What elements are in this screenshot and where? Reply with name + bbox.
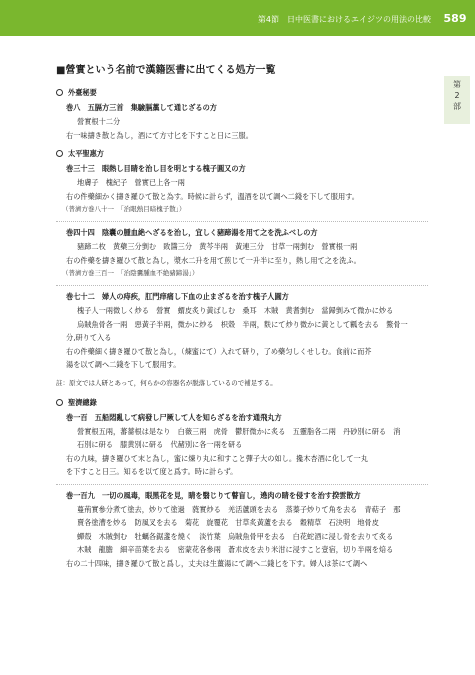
- text-line: 分,研りて入る: [66, 333, 112, 342]
- text-line: 右の件藥を擣き羅ひて散と為し，漿水二升を用て煎じて一升半に至り，熱し用て之を洗ふ。: [66, 255, 361, 265]
- text-line: 烏賊魚骨各一兩 惡黃子半兩，微かに炒る 枳殼 半兩，麩にて炒り微かに黃として瓤を去る 鱉骨一: [77, 319, 408, 329]
- part-tab-line: 第: [453, 80, 461, 89]
- document-body: [56, 62, 428, 570]
- text-line: 木賊 龍膽 細辛苗葉を去る 密蒙花各參兩 蒼朮皮を去り米泔に浸すこと壹宿，切り半兩を焙る: [77, 545, 394, 554]
- text-line: 營實根五兩，蕃薔根は是なり 白薇三兩 虎骨 鬱肝微かに炙る 五靈脂各二兩 丹砂別に研る 消: [77, 426, 401, 436]
- source-title: [56, 85, 428, 100]
- source-title: [56, 146, 428, 161]
- page-number: 589: [443, 11, 467, 25]
- prescription-heading: 巻八 五膈方三首 集驗膈藁して通じざるの方: [66, 103, 217, 112]
- text-line: 右の件藥細かく擣き羅ひて散と為す。時候に計らず，溫酒を以て調へ二錢を下して服用す。: [66, 191, 359, 201]
- text-line: 蔓荊實參分煮て塗去，炒りて塗過 蕤實炒る 羌活蘆頭を去る 蒸蓁子炒りて角を去る 青萜子 那: [77, 504, 401, 514]
- footnote: 註：原文では人研とあって，何らかの容器名が脱落しているので補足する。: [56, 378, 277, 387]
- circle-bullet-icon: [56, 399, 63, 406]
- circle-bullet-icon: [56, 150, 63, 157]
- part-tab: [444, 76, 470, 124]
- text-line: 石別に研る 膝黄別に研る 代赭別に各一兩を研る: [77, 440, 243, 449]
- text-line: 地膚子 槐紀子 營實已上各一兩: [77, 178, 185, 187]
- part-tab-line: 2: [454, 91, 460, 100]
- prescription-heading: 巻一百九 一切の風毒，眼黑花を見，睛を翳じりて瞽盲し，遶肉の睛を侵すを治す揆雲散方: [66, 490, 361, 500]
- prescription-heading: 巻七十二 婦人の痔疾，肛門痒痛し下血の止まざるを治す槐子人圓方: [66, 292, 289, 301]
- prescription-heading: 巻一百 五船悶亂して病發し尸厥して人を知らざるを治す通飛丸方: [66, 412, 282, 422]
- text-line: 右の二十四味，擣き羅ひて散と爲し，丈夫は生薑湯にて調へ二錢匕を下す。婦人は茶にて調へ: [66, 558, 368, 568]
- source-title-text: 太平聖惠方: [68, 149, 104, 158]
- prescription-heading: 巻四十四 陰囊の腫血絶へざるを治し，宜しく豬蹄湯を用て之を洗ふべしの方: [66, 228, 318, 237]
- dotted-divider: [56, 285, 428, 286]
- text-line: 營實根十二分: [77, 117, 121, 126]
- text-line: 右の件藥細く擣き羅ひて散と為し，（煉蜜にて）入れて研り，了め藥匀しくせしむ。食前に而芥: [66, 346, 372, 356]
- reference-note: （普濟方巻三百一 「治陰囊腫血不絶豬蹄湯」）: [62, 269, 199, 277]
- source-title-text: 外臺秘要: [68, 88, 97, 97]
- source-title-text: 聖濟總錄: [68, 397, 97, 407]
- text-line: 槐子人一兩微しく炒る 營實 蝟皮炙り黃ばしむ 桑耳 木賊 黄耆剉む 當歸剉みて微かに炒る: [77, 306, 394, 315]
- dotted-divider: [56, 484, 428, 485]
- source-title: [56, 395, 428, 410]
- section-heading: 第4節 日中医書におけるエイジツの用法の比較: [257, 15, 431, 24]
- text-line: 豬蹄二枚 黄蘗三分剉む 敗醬三分 黄芩半兩 黃連三分 甘草一兩剉む 營實根一兩: [77, 242, 358, 251]
- text-line: を下すこと日三。知るを以て度と爲す。時に計らず。: [66, 467, 238, 476]
- text-line: 湯を以て調へ二錢を下して服用す。: [66, 360, 181, 369]
- part-tab-line: 部: [453, 102, 461, 111]
- text-line: 右の九味，擣き羅ひて末と為し，蜜に煉り丸に和すこと彈子大の如し。攙木杏酒に化して一丸: [66, 453, 368, 463]
- text-line: 蟬殻 木賊剉む 牡蠣各鋸盞を燒く 淡竹葉 烏賊魚骨甲を去る 白花蛇酒に浸し骨を去りて炙る: [77, 531, 394, 541]
- prescription-heading: 巻三十三 眼熱し目睛を治し目を明とする槐子圓又の方: [66, 164, 246, 173]
- reference-note: （普濟方巻八十一 「治眼熱目暗槐子散」）: [62, 205, 186, 213]
- dotted-divider: [56, 221, 428, 222]
- text-line: 賣各塗漕を炒る 防風叉を去る 菊花 旋覆花 甘草炙黃蘆を去る 穀精草 石決明 地骨皮: [77, 518, 379, 527]
- chapter-header: [0, 0, 475, 36]
- section-title: ■營實という名前で漢籍医書に出てくる処方一覧: [56, 65, 276, 76]
- circle-bullet-icon: [56, 89, 63, 96]
- text-line: 右一味擣き散と為し，酒にて方寸匕を下すこと日に三服。: [66, 130, 253, 140]
